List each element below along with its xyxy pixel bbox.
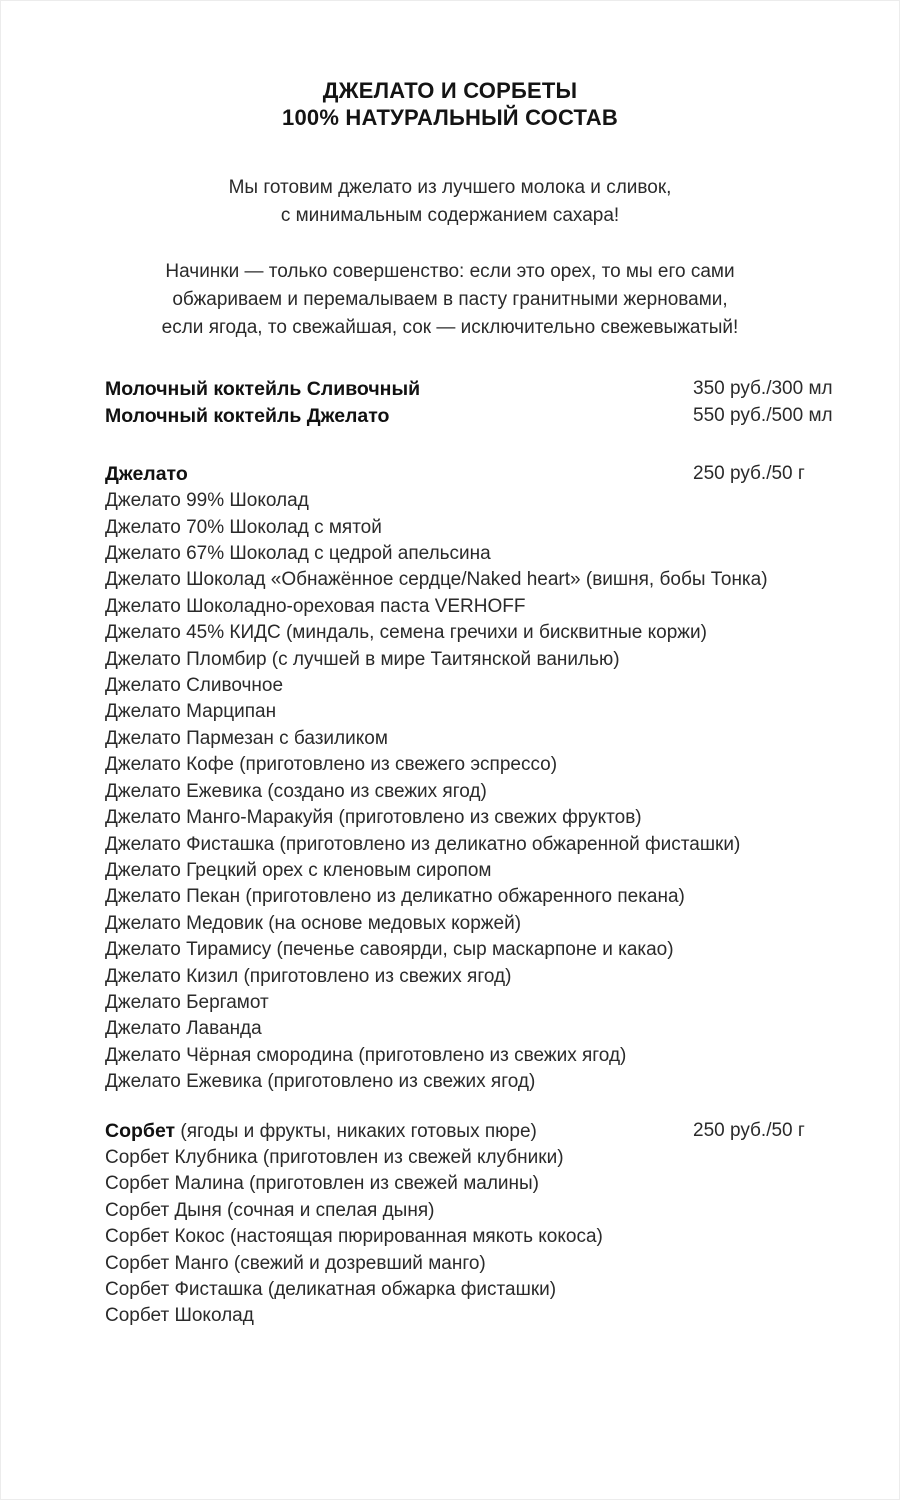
item-name: Сорбет Шоколад <box>105 1305 254 1327</box>
menu-row-milkshake-gelato <box>105 403 855 430</box>
list-item <box>105 832 855 858</box>
list-item <box>105 1277 855 1303</box>
sorbet-section <box>105 1118 855 1330</box>
gelato-section-heading <box>105 461 855 488</box>
item-name: Джелато Бергамот <box>105 991 269 1013</box>
item-name: Джелато Манго-Маракуйя (приготовлено из свежих фруктов) <box>105 807 642 829</box>
section-heading-label: Джелато <box>105 462 188 485</box>
item-name: Молочный коктейль Джелато <box>105 405 390 428</box>
section-spacer <box>105 1096 855 1118</box>
intro-section <box>1 174 899 342</box>
list-item <box>105 964 855 990</box>
list-item <box>105 1069 855 1095</box>
list-item <box>105 594 855 620</box>
item-name: Сорбет Манго (свежий и дозревший манго) <box>105 1252 486 1274</box>
item-name: Джелато Медовик (на основе медовых коржей) <box>105 912 522 934</box>
intro-p2-line-3: если ягода, то свежайшая, сок — исключительно свежевыжатый! <box>161 317 739 338</box>
list-item <box>105 752 855 778</box>
item-name: Джелато Шоколадно-ореховая паста VERHOFF <box>105 595 526 617</box>
item-name: Молочный коктейль Сливочный <box>105 378 421 400</box>
intro-p1-line-2: с минимальным содержанием сахара! <box>280 205 620 226</box>
item-name: Сорбет Фисташка (деликатная обжарка фисташки) <box>105 1279 557 1300</box>
section-heading-note: (ягоды и фрукты, никаких готовых пюре) <box>175 1120 537 1142</box>
section-spacer <box>105 431 855 461</box>
list-item <box>105 937 855 963</box>
page-title <box>1 1 899 131</box>
item-name: Джелато Грецкий орех с кленовым сиропом <box>105 859 492 881</box>
list-item <box>105 1198 855 1224</box>
intro-p2-line-2: обжариваем и перемалываем в пасту гранитными жерновами, <box>172 289 728 310</box>
item-name: Джелато Тирамису (печенье савоярди, сыр маскарпоне и какао) <box>105 939 674 961</box>
title-line-1: ДЖЕЛАТО И СОРБЕТЫ <box>322 78 578 103</box>
list-item <box>105 647 855 673</box>
list-item <box>105 515 855 541</box>
milkshake-section <box>105 376 855 431</box>
list-item <box>105 1251 855 1277</box>
item-name: Джелато Ежевика (приготовлено из свежих ягод) <box>105 1071 536 1093</box>
list-item <box>105 673 855 699</box>
item-name: Джелато 45% КИДС (миндаль, семена гречихи и бисквитные коржи) <box>105 622 707 644</box>
list-item <box>105 1303 855 1329</box>
item-name: Джелато 70% Шоколад с мятой <box>105 516 382 538</box>
list-item <box>105 779 855 805</box>
section-price: 250 руб./50 г <box>693 462 805 484</box>
list-item <box>105 805 855 831</box>
list-item <box>105 1145 855 1171</box>
list-item <box>105 620 855 646</box>
item-price: 550 руб./500 мл <box>693 405 833 427</box>
item-price: 350 руб./300 мл <box>693 378 833 399</box>
item-name: Джелато Ежевика (создано из свежих ягод) <box>105 780 487 802</box>
list-item <box>105 990 855 1016</box>
gelato-section <box>105 461 855 1096</box>
item-name: Сорбет Малина (приготовлен из свежей малины) <box>105 1173 539 1195</box>
item-name: Джелато Кизил (приготовлено из свежих ягод) <box>105 965 512 987</box>
intro-p1-line-1: Мы готовим джелато из лучшего молока и сливок, <box>228 177 672 198</box>
intro-paragraph-2 <box>1 258 899 342</box>
item-name: Джелато Сливочное <box>105 675 284 697</box>
intro-p2-line-1: Начинки — только совершенство: если это орех, то мы его сами <box>165 261 735 282</box>
item-name: Джелато 67% Шоколад с цедрой апельсина <box>105 543 491 565</box>
item-name: Сорбет Дыня (сочная и спелая дыня) <box>105 1199 435 1221</box>
list-item <box>105 884 855 910</box>
item-name: Сорбет Кокос (настоящая пюрированная мякоть кокоса) <box>105 1226 603 1248</box>
list-item <box>105 541 855 567</box>
list-item <box>105 1171 855 1197</box>
item-name: Джелато Пекан (приготовлено из деликатно обжаренного пекана) <box>105 886 685 908</box>
list-item <box>105 699 855 725</box>
item-name: Джелато Пармезан с базиликом <box>105 727 388 749</box>
item-name: Джелато 99% Шоколад <box>105 490 309 512</box>
list-item <box>105 567 855 593</box>
menu-content <box>1 376 899 1330</box>
list-item <box>105 1224 855 1250</box>
item-name: Джелато Фисташка (приготовлено из деликатно обжаренной фисташки) <box>105 833 741 855</box>
intro-paragraph-1 <box>1 174 899 230</box>
list-item <box>105 488 855 514</box>
list-item <box>105 726 855 752</box>
list-item <box>105 1016 855 1042</box>
item-name: Сорбет Клубника (приготовлен из свежей клубники) <box>105 1146 564 1168</box>
sorbet-section-heading <box>105 1118 855 1145</box>
item-name: Джелато Кофе (приготовлено из свежего эспрессо) <box>105 754 558 776</box>
section-price: 250 руб./50 г <box>693 1119 805 1141</box>
list-item <box>105 858 855 884</box>
list-item <box>105 1043 855 1069</box>
item-name: Джелато Лаванда <box>105 1018 262 1040</box>
list-item <box>105 911 855 937</box>
section-heading-label: Сорбет <box>105 1119 176 1142</box>
item-name: Джелато Пломбир (с лучшей в мире Таитянской ванилью) <box>105 648 620 670</box>
title-line-2: 100% НАТУРАЛЬНЫЙ СОСТАВ <box>282 105 618 130</box>
item-name: Джелато Шоколад «Обнажённое сердце/Naked heart» (вишня, бобы Тонка) <box>105 569 768 591</box>
menu-row-milkshake-creamy <box>105 376 855 403</box>
item-name: Джелато Чёрная смородина (приготовлено из свежих ягод) <box>105 1044 627 1066</box>
item-name: Джелато Марципан <box>105 701 277 723</box>
